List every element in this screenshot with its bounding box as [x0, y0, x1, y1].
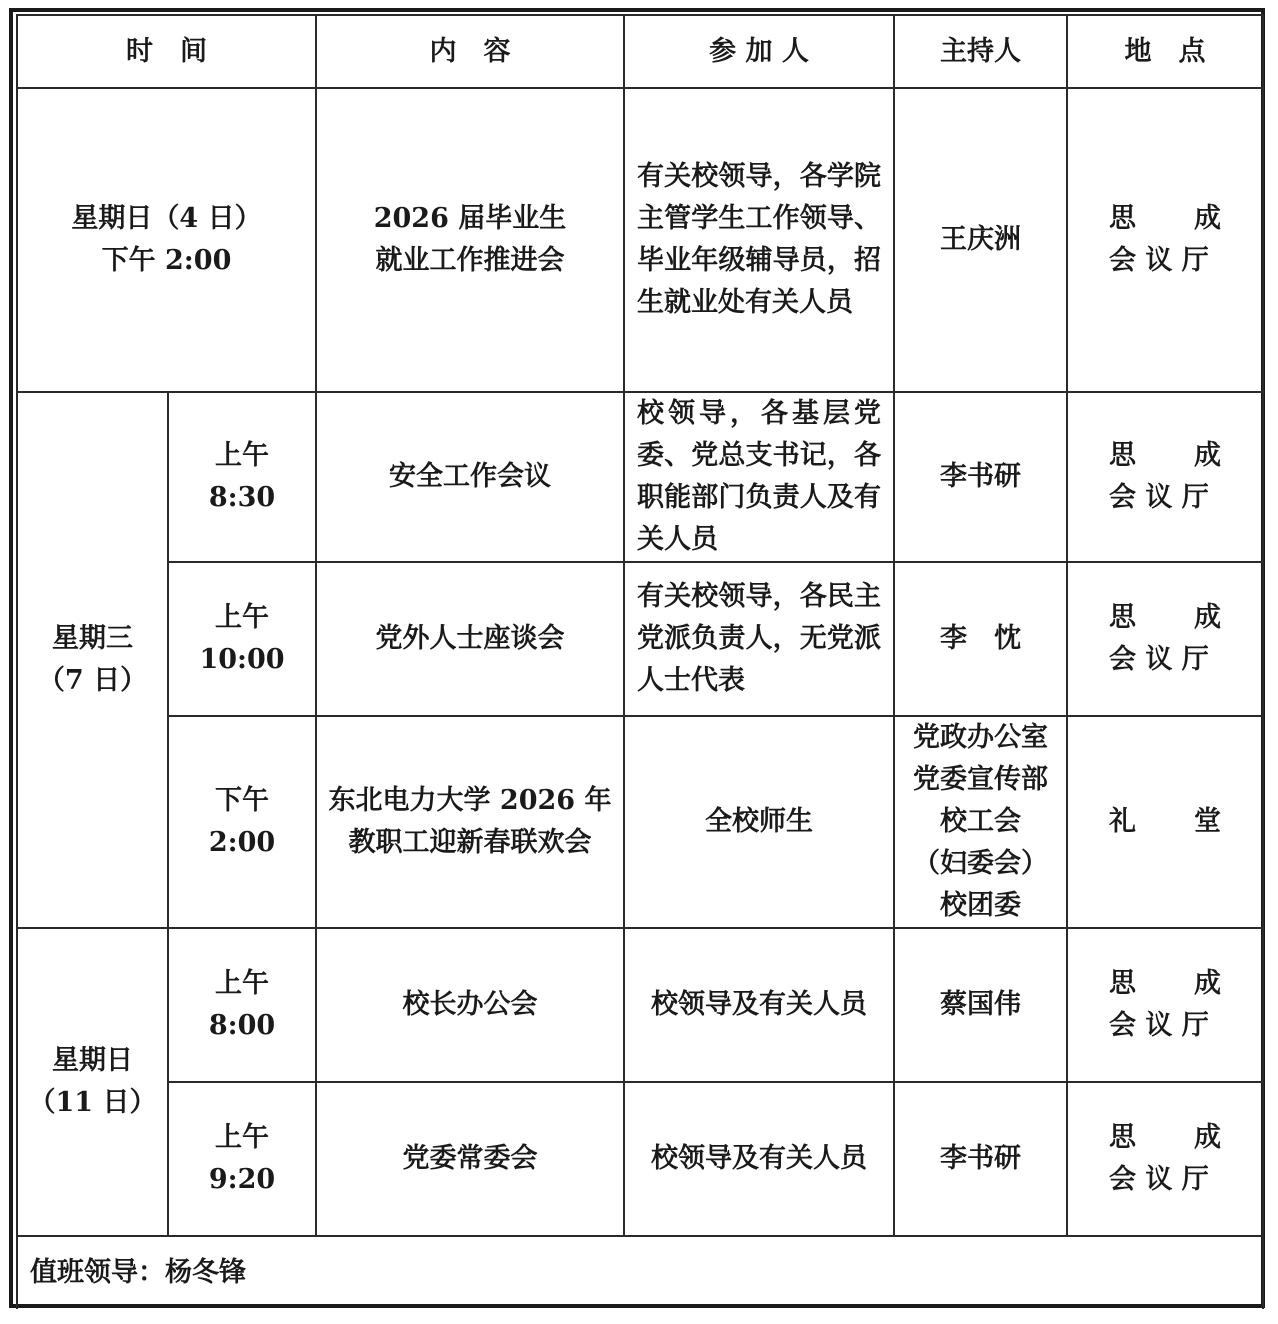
- host-cell: [894, 716, 1067, 928]
- content-cell: 校长办公会: [316, 928, 624, 1082]
- table-row: [17, 716, 1263, 928]
- header-host: 主持人: [894, 15, 1067, 88]
- day-label: 星期三: [52, 623, 133, 654]
- time-cell: [168, 562, 316, 716]
- participants-cell: 全校师生: [624, 716, 894, 928]
- place-cell: [1067, 1082, 1263, 1236]
- table-row: [17, 928, 1263, 1082]
- place-cell: [1067, 88, 1263, 392]
- schedule-table: [16, 14, 1264, 1309]
- content-line: 教职工迎新春联欢会: [348, 827, 592, 858]
- day-label: （11 日）: [28, 1087, 157, 1118]
- time-period: 上午: [215, 602, 269, 633]
- time-clock: 9:20: [208, 1164, 276, 1195]
- day-label: 星期日（4 日）: [71, 203, 262, 234]
- time-clock: 2:00: [208, 827, 276, 858]
- table-row: [17, 562, 1263, 716]
- time-period: 上午: [215, 1122, 269, 1153]
- host-line: 党委宣传部: [913, 764, 1048, 795]
- host-line: （妇委会）: [913, 848, 1048, 879]
- place-line: 会 议 厅: [1109, 1010, 1209, 1041]
- day-cell: [17, 928, 168, 1236]
- header-content: 内 容: [316, 15, 624, 88]
- host-cell: 李书研: [894, 392, 1067, 562]
- place-line: 会 议 厅: [1109, 644, 1209, 675]
- time-cell: [168, 392, 316, 562]
- place-char: 成: [1194, 968, 1221, 999]
- duty-leader: 值班领导：杨冬锋: [17, 1236, 1263, 1309]
- content-cell: 安全工作会议: [316, 392, 624, 562]
- time-cell: [17, 88, 316, 392]
- content-cell: 党委常委会: [316, 1082, 624, 1236]
- time-period: 下午: [215, 785, 269, 816]
- place-cell: [1067, 392, 1263, 562]
- footer-row: [17, 1236, 1263, 1309]
- time-clock: 8:30: [208, 482, 276, 513]
- place-char: 成: [1194, 440, 1221, 471]
- content-line: 就业工作推进会: [375, 245, 565, 276]
- header-row: [17, 15, 1263, 88]
- host-line: 校团委: [940, 890, 1021, 921]
- participants-cell: 有关校领导，各学院主管学生工作领导、毕业年级辅导员，招生就业处有关人员: [624, 88, 894, 392]
- content-cell: [316, 716, 624, 928]
- place-cell: [1067, 716, 1263, 928]
- place-cell: [1067, 928, 1263, 1082]
- header-place: 地 点: [1067, 15, 1263, 88]
- time-cell: [168, 928, 316, 1082]
- place-char: 思: [1109, 203, 1136, 234]
- header-time: 时 间: [17, 15, 316, 88]
- place-line: 会 议 厅: [1109, 245, 1209, 276]
- time-label: 下午 2:00: [101, 245, 232, 276]
- place-char: 礼: [1109, 806, 1136, 837]
- participants-cell: 校领导及有关人员: [624, 1082, 894, 1236]
- place-line: 会 议 厅: [1109, 1164, 1209, 1195]
- time-period: 上午: [215, 968, 269, 999]
- content-line: 2026 届毕业生: [373, 203, 567, 234]
- time-cell: [168, 1082, 316, 1236]
- place-char: 成: [1194, 1122, 1221, 1153]
- place-line: 会 议 厅: [1109, 482, 1209, 513]
- time-period: 上午: [215, 440, 269, 471]
- time-cell: [168, 716, 316, 928]
- host-cell: 王庆洲: [894, 88, 1067, 392]
- place-char: 成: [1194, 602, 1221, 633]
- content-cell: [316, 88, 624, 392]
- host-line: 党政办公室: [913, 722, 1048, 753]
- content-line: 东北电力大学 2026 年: [328, 785, 612, 816]
- participants-cell: 校领导及有关人员: [624, 928, 894, 1082]
- host-cell: 李 忱: [894, 562, 1067, 716]
- place-char: 成: [1194, 203, 1221, 234]
- table-row: [17, 1082, 1263, 1236]
- participants-cell: 校领导，各基层党委、党总支书记，各职能部门负责人及有关人员: [624, 392, 894, 562]
- table-row: [17, 88, 1263, 392]
- time-clock: 10:00: [199, 644, 285, 675]
- place-char: 思: [1109, 968, 1136, 999]
- place-char: 思: [1109, 440, 1136, 471]
- participants-cell: 有关校领导，各民主党派负责人，无党派人士代表: [624, 562, 894, 716]
- table-row: [17, 392, 1263, 562]
- day-label: （7 日）: [37, 665, 148, 696]
- place-cell: [1067, 562, 1263, 716]
- time-clock: 8:00: [208, 1010, 276, 1041]
- day-label: 星期日: [52, 1045, 133, 1076]
- content-cell: 党外人士座谈会: [316, 562, 624, 716]
- host-line: 校工会: [940, 806, 1021, 837]
- host-cell: 蔡国伟: [894, 928, 1067, 1082]
- place-char: 思: [1109, 602, 1136, 633]
- place-char: 思: [1109, 1122, 1136, 1153]
- place-char: 堂: [1194, 806, 1221, 837]
- day-cell: [17, 392, 168, 928]
- host-cell: 李书研: [894, 1082, 1067, 1236]
- header-participants: 参 加 人: [624, 15, 894, 88]
